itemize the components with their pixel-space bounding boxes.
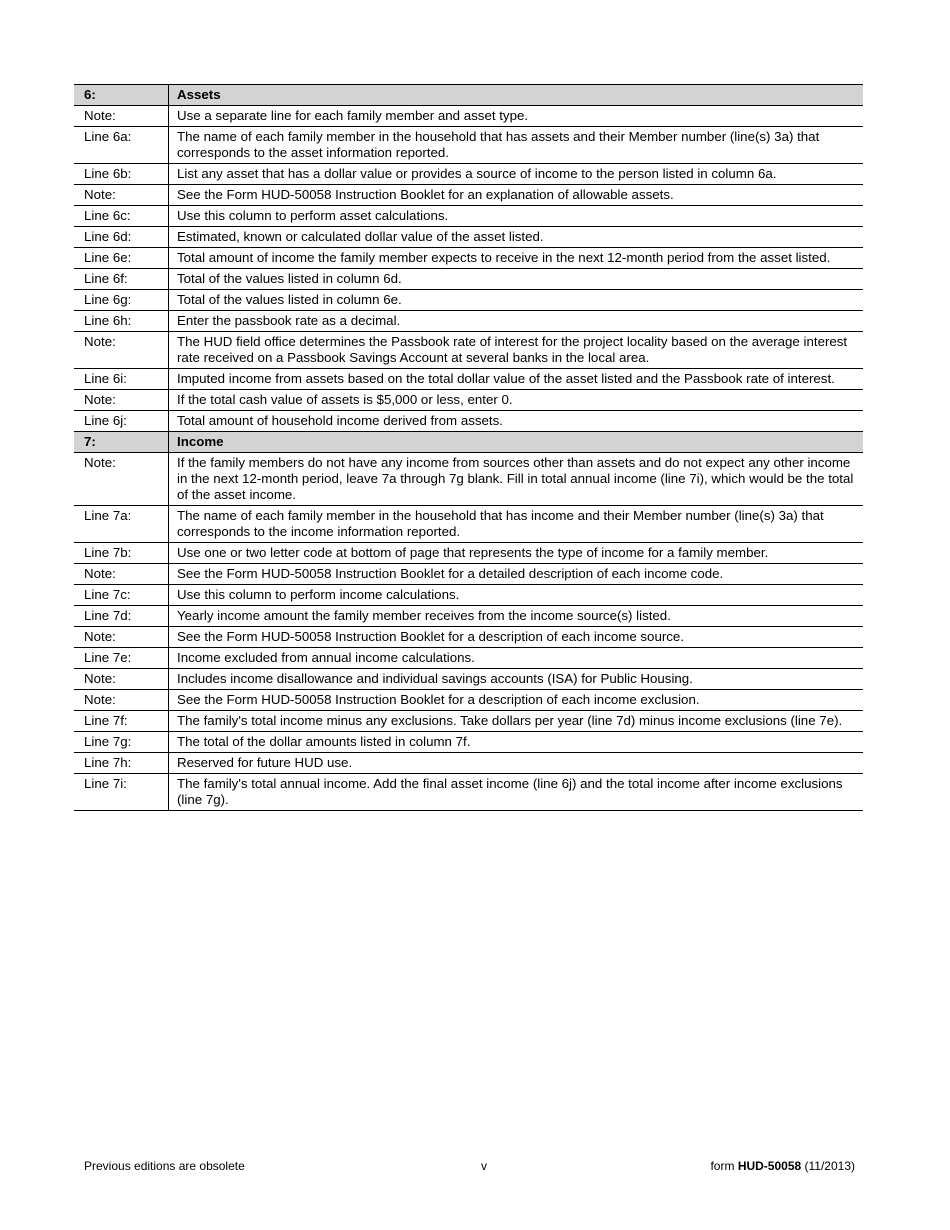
table-row [74,390,863,411]
form-number: HUD-50058 [737,1159,802,1173]
instructions-table-body [74,85,863,811]
table-row [74,106,863,127]
line-label: 6: [74,85,169,106]
line-description: Use one or two letter code at bottom of page that represents the type of income for a family member. [169,543,864,564]
table-row [74,185,863,206]
line-description: Estimated, known or calculated dollar value of the asset listed. [169,227,864,248]
line-label: Line 6i: [74,369,169,390]
table-row [74,290,863,311]
line-description: The name of each family member in the household that has assets and their Member number (line(s) 3a) that corresponds to the asset information reported. [169,127,864,164]
line-label: Line 7g: [74,732,169,753]
line-label: Line 6d: [74,227,169,248]
page-number: v [481,1159,487,1173]
table-row [74,564,863,585]
table-row [74,453,863,506]
table-row [74,411,863,432]
table-row [74,774,863,811]
line-label: Note: [74,453,169,506]
line-description: The HUD field office determines the Passbook rate of interest for the project locality based on the average interest rate received on a Passbook Savings Account at several banks in the local area. [169,332,864,369]
line-label: Line 7e: [74,648,169,669]
line-description: Enter the passbook rate as a decimal. [169,311,864,332]
line-label: 7: [74,432,169,453]
line-label: Line 6j: [74,411,169,432]
table-row [74,227,863,248]
table-row [74,669,863,690]
form-prefix: form [710,1159,738,1173]
table-row [74,585,863,606]
line-description: The name of each family member in the household that has income and their Member number (line(s) 3a) that corresponds to the income information reported. [169,506,864,543]
table-row [74,248,863,269]
table-row [74,311,863,332]
line-description: Use a separate line for each family member and asset type. [169,106,864,127]
line-description: The total of the dollar amounts listed in column 7f. [169,732,864,753]
line-description: Total amount of household income derived from assets. [169,411,864,432]
line-label: Line 7b: [74,543,169,564]
line-description: Total of the values listed in column 6e. [169,290,864,311]
table-row [74,753,863,774]
line-label: Note: [74,106,169,127]
table-row [74,506,863,543]
line-label: Line 6a: [74,127,169,164]
line-label: Note: [74,669,169,690]
line-label: Note: [74,390,169,411]
line-description: Total of the values listed in column 6d. [169,269,864,290]
line-label: Line 7d: [74,606,169,627]
line-description: List any asset that has a dollar value or provides a source of income to the person listed in column 6a. [169,164,864,185]
line-description: Yearly income amount the family member receives from the income source(s) listed. [169,606,864,627]
line-label: Note: [74,690,169,711]
table-row [74,332,863,369]
line-description: Imputed income from assets based on the total dollar value of the asset listed and the Passbook rate of interest. [169,369,864,390]
line-description: Assets [169,85,864,106]
line-description: Includes income disallowance and individual savings accounts (ISA) for Public Housing. [169,669,864,690]
line-label: Line 7i: [74,774,169,811]
footer-obsolete-note: Previous editions are obsolete [84,1159,245,1173]
form-date: (11/2013) [801,1159,855,1173]
line-label: Line 7h: [74,753,169,774]
line-description: If the total cash value of assets is $5,000 or less, enter 0. [169,390,864,411]
line-label: Line 6b: [74,164,169,185]
table-row [74,606,863,627]
line-description: See the Form HUD-50058 Instruction Booklet for a detailed description of each income code. [169,564,864,585]
line-label: Note: [74,332,169,369]
line-label: Line 7f: [74,711,169,732]
line-label: Line 6c: [74,206,169,227]
table-row [74,690,863,711]
line-description: Use this column to perform asset calculations. [169,206,864,227]
table-row [74,164,863,185]
table-row [74,543,863,564]
line-label: Line 6f: [74,269,169,290]
line-label: Note: [74,627,169,648]
line-description: Income excluded from annual income calculations. [169,648,864,669]
line-label: Line 6h: [74,311,169,332]
line-description: Income [169,432,864,453]
line-description: See the Form HUD-50058 Instruction Booklet for an explanation of allowable assets. [169,185,864,206]
form-identifier [710,1159,855,1173]
table-row [74,206,863,227]
line-description: See the Form HUD-50058 Instruction Booklet for a description of each income source. [169,627,864,648]
line-label: Note: [74,564,169,585]
table-row [74,648,863,669]
line-description: The family's total income minus any exclusions. Take dollars per year (line 7d) minus income exclusions (line 7e). [169,711,864,732]
table-row [74,127,863,164]
line-description: The family's total annual income. Add the final asset income (line 6j) and the total income after income exclusions (line 7g). [169,774,864,811]
line-description: Total amount of income the family member expects to receive in the next 12-month period from the asset listed. [169,248,864,269]
table-row [74,732,863,753]
table-row [74,711,863,732]
table-row [74,627,863,648]
line-label: Line 6e: [74,248,169,269]
line-label: Line 7c: [74,585,169,606]
line-description: See the Form HUD-50058 Instruction Booklet for a description of each income exclusion. [169,690,864,711]
instructions-table [74,84,863,811]
line-description: If the family members do not have any income from sources other than assets and do not expect any other income in the next 12-month period, leave 7a through 7g blank. Fill in total annual income (line 7i), which would be the total of the asset income. [169,453,864,506]
section-header-row [74,85,863,106]
section-header-row [74,432,863,453]
line-description: Reserved for future HUD use. [169,753,864,774]
table-row [74,369,863,390]
line-label: Line 6g: [74,290,169,311]
line-label: Line 7a: [74,506,169,543]
line-description: Use this column to perform income calculations. [169,585,864,606]
line-label: Note: [74,185,169,206]
table-row [74,269,863,290]
